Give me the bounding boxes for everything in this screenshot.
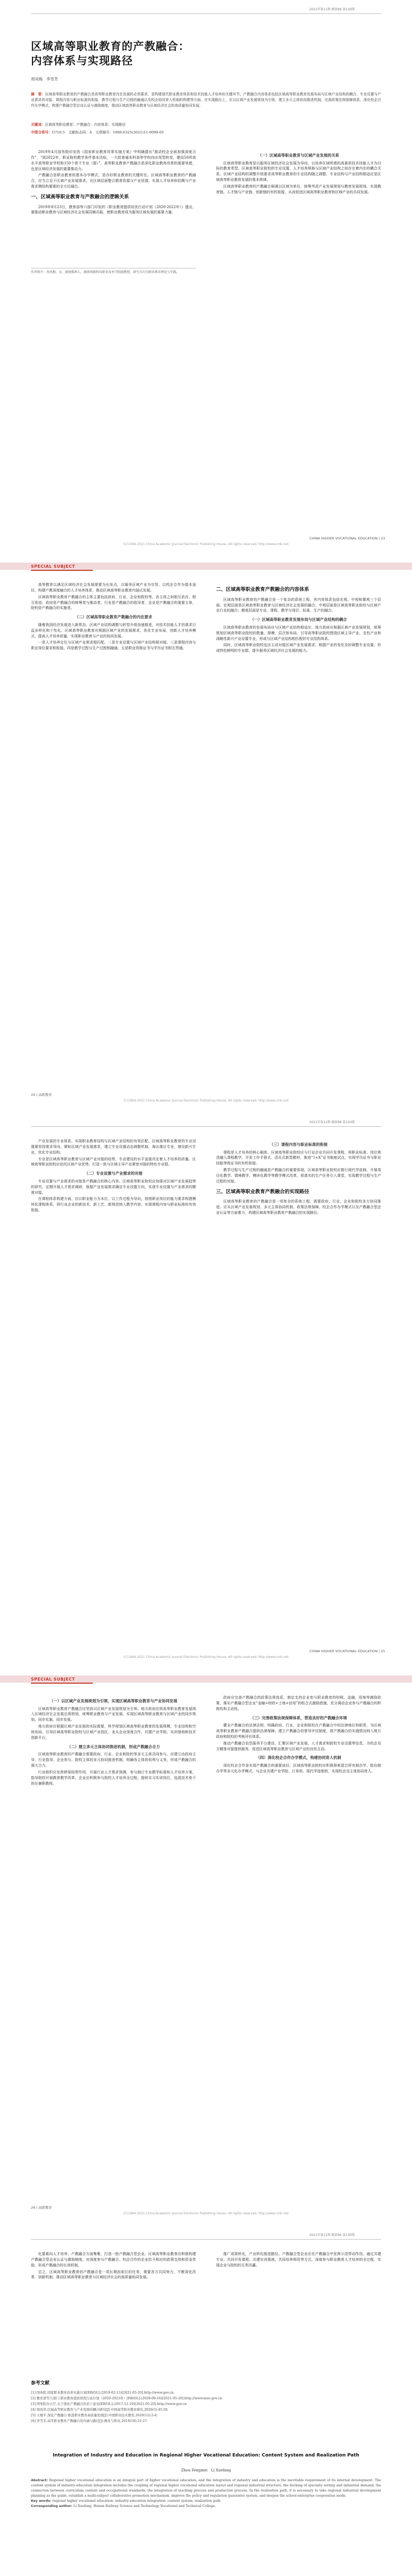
paragraph: 区域高等职业教育是以服务区域经济社会发展为导向，以培养区域所需的高素质技术技能人才为目标的教育类型。区域高等职业院校的专业设置、人才培养规格与区域产业结构之间存在着内在的耦合关系。区域产业结构的调整升级要求高等职业教育的专业结构随之调整，专业结构与产业结构相适应是区域高等职业教育发展的基本规律。	[216, 161, 381, 182]
page-folio: CHINA HIGHER VOCATIONAL EDUCATION | 25	[309, 1649, 385, 1653]
paragraph: 专业是区域高等职业教育与区域产业对接的纽带，专业建设的水平直接决定着人才培养的质量。区域高等职业院校应依托区域产业优势，打造一批与区域主导产业紧密对接的特色专业群。	[31, 1157, 196, 1167]
copyright-notice: (C)1994-2021 China Academic Journal Electronic Publishing House. All rights reserved. http://www.cnki.net	[123, 1655, 289, 1659]
copyright-notice: (C)1994-2021 China Academic Journal Electronic Publishing House. All rights reserved. http://www.cnki.net	[123, 2212, 289, 2215]
english-title: Integration of Industry and Education in Regional Higher Vocational Education: Content System and Realization Path	[53, 2453, 359, 2458]
paragraph: 区域高等职业教育的产教融合是一个复杂的系统工程，其内容体系包括宏观、中观和微观三个层面。宏观层面是区域高等职业教育与区域经济社会发展的融合；中观层面是区域高等职业院校与区域产业行业的融合；微观层面是专业、课程、教学与岗位、标准、生产的融合。	[216, 597, 381, 613]
column-right	[216, 582, 381, 655]
paragraph: 总之，区域高等职业教育的产教融合是一项长期而艰巨的任务，需要各方共同努力，不断深化改革、创新机制，推动区域高等职业教育与区域经济社会的高质量协同发展。	[31, 2269, 196, 2280]
authors: 周凤梅 李雪芳	[31, 77, 58, 81]
running-header: 2021年第11期 總第96 第130期	[309, 8, 355, 11]
reference-item: [2] 教育部等九部门.职业教育提质培优行动计划（2020-2023年）[EB/OL].(2020-09-16)[2021-05-20].http://www.moe.gov.cn.	[31, 2397, 223, 2401]
special-subject-band	[0, 1675, 412, 1683]
reference-item: [6] 李雪芳.高等职业教育产教融合的内涵与路径[J].教育与职业,2019(18):22-27.	[31, 2419, 148, 2424]
section-heading: 二、区域高等职业教育产教融合的内容体系	[216, 587, 309, 592]
english-abstract-body	[31, 2478, 381, 2499]
english-corresponding-text: Li Xuefang, Hunan Railway Science and Technology Vocational and Technical College.	[73, 2504, 216, 2509]
column-left	[31, 149, 196, 216]
paragraph: 推广成果转化，产业转化推进路径。产教融合型企业应在产教融合中发挥示范带动作用，通过共建专业、共同开发课程、共建实训基地、共同培养师资等方式，深度参与职业教育人才培养的全过程，实现企业与院校的互利共赢。	[216, 2252, 381, 2267]
english-keywords	[31, 2499, 381, 2504]
abstract-label: 摘 要：	[31, 92, 45, 96]
subsection-heading: （二）专业设置与产业需求的对接	[84, 1171, 143, 1176]
column-right	[216, 1139, 381, 1217]
subsection-heading: （一）区域高等职业教育与区域产业发展的关系	[258, 153, 339, 158]
section-heading: 一、区域高等职业教育与产教融合的逻辑关系	[31, 194, 129, 200]
column-left	[31, 2251, 196, 2281]
page-4	[0, 1669, 412, 2218]
subsection-heading: （二）区域高等职业教育产教融合的内在要求	[75, 615, 152, 620]
english-abstract-label: Abstract:	[31, 2479, 48, 2482]
column-right	[216, 1695, 381, 1775]
page-1	[0, 0, 412, 549]
column-left	[31, 1139, 196, 1214]
paragraph: 地方政府应根据区域产业发展的实际需要，科学规划区域高等职业教育的发展规模、专业结构和空间布局，引导区域高等职业院校与区域产业园区、龙头企业深度合作，共建产业学院、实训基地和技术创新平台。	[31, 1724, 196, 1740]
clc-text: G718.5 文献标志码：A 文章编号：1008-0325(2021)11-0090-05	[52, 130, 164, 134]
paragraph: 同时，区域高等职业院校也应主动对接区域产业发展需求，根据产业的变化及时调整专业设置，形成特色鲜明的专业群，提升服务区域经济社会发展的能力。	[216, 643, 381, 653]
paragraph: 产教融合是职业教育的基本办学模式，是办好职业教育的关键所在。区域高等职业教育的产教融合，应当立足于区域产业发展需求，在区域层面整合教育资源与产业资源，实现人才培养供给侧与产业需求侧结构要素的全方位融合。	[31, 173, 196, 189]
english-authors: Zhou Fengmei Li Xuefang	[181, 2468, 231, 2472]
subsection-heading: （三）课程内容与职业标准的衔接	[269, 1142, 328, 1147]
article-title	[31, 39, 190, 68]
article-title-line-2: 内容体系与实现路径	[31, 55, 133, 67]
english-keywords-text: regional higher vocational education; industry-education integration; content system; realization path	[52, 2499, 221, 2503]
english-abstract-text: Regional higher vocational education is an integral part of higher vocational education, and the integration of industry and education is the inevitable requirement of its internal development. The content system of industry-education integration includes the coupling of regional higher vocational education layout and regional industrial structure, the docking of specialty setting and industrial demand, the connection between curriculum content and occupational standards, the integration of teaching process and production process. In the realization path, it is necessary to take regional industrial development planning as the guide, establish a multi-subject collaborative promotion mechanism, improve the policy and regulation guarantee system, and deepen the school-enterprise cooperation mode.	[31, 2479, 381, 2498]
special-subject-tag: SPECIAL SUBJECT	[31, 1677, 75, 1682]
paragraph: 区域高等职业教育产教融合应坚持以区域产业发展规划为引领。地方政府应将高等职业教育发展纳入区域经济社会发展总体规划，统筹职业教育与产业发展，实现区域高等职业教育与区域产业的同步规划、同步实施、同步发展。	[31, 1706, 196, 1722]
paragraph: 随着我国经济发展进入新常态，区域产业结构调整与转型升级加速推进，对技术技能人才的需求日益多样化和个性化。区域高等职业教育应根据区域产业的发展需求，优化专业布局，创新人才培养模式，提高人才培养质量，实现职业教育与产业的协同发展。	[31, 622, 196, 638]
reference-item: [1] 国务院.国家职业教育改革实施方案[EB/OL].(2019-02-13)[2021-05-20].http://www.gov.cn.	[31, 2391, 175, 2395]
paragraph: 区域高等职业教育的发展布局应与区域产业结构相适应。地方政府应根据区域产业发展规划，统筹规划区域高等职业院校的数量、规模、层次和布局，引导高等职业院校围绕区域主导产业、支柱产业和战略性新兴产业设置专业，形成与区域产业结构相匹配的专业结构体系。	[216, 625, 381, 641]
section-heading: 三、区域高等职业教育产教融合的实现路径	[216, 1189, 309, 1195]
special-subject-band	[0, 563, 412, 570]
paragraph: 区域高等职业教育产教融合的主体主要包括政府、行业、企业和院校等，各主体之间相互依存、相互促进。政府是产教融合的统筹者与推动者，行业是产教融合的指导者，企业是产教融合的重要主体，院校是产教融合的实施者。	[31, 595, 196, 611]
paragraph: 专业设置与产业需求的对接是产教融合的核心内容。区域高等职业院校应加强对区域产业发展趋势的研究，定期开展人才需求调研，根据产业发展需求确定专业设置方向，实现专业设置与产业需求的精准对接。	[31, 1179, 196, 1195]
running-header: 2021年第11期 總第96 第130期	[309, 1121, 355, 1124]
page-2	[0, 556, 412, 1106]
column-right	[216, 2251, 381, 2269]
article-title-line-1: 区域高等职业教育的产教融合：	[31, 40, 190, 53]
copyright-notice: (C)1994-2021 China Academic Journal Electronic Publishing House. All rights reserved. http://www.cnki.net	[123, 1099, 289, 1103]
subsection-heading: （二）建立多元主体协同推进机制，形成产教融合合力	[67, 1744, 160, 1749]
paragraph: 推动产教融合信息服务平台建设，汇聚区域产业发展、人才需求和院校专业设置等信息，为校企双方精准对接提供服务，促进区域高等职业教育与区域产业的良性互动。	[216, 1741, 381, 1751]
paragraph: 化要素向人才培养、产教融合方面集聚，打造一批产教融合型企业。区域高等职业教育应积极构建产教融合型企业认证与激励制度，对深度参与产教融合、校企合作的企业给予相应的政策支持和资金奖励，形成产教融合的长效机制。	[31, 2252, 196, 2267]
header-rule	[31, 13, 381, 14]
column-right	[216, 149, 381, 196]
references-list	[31, 2391, 381, 2425]
paragraph: 2019年4月国务院印发的《国家职业教育改革实施方案》中明确提出“推动校企全面加强深度合作”，“到2022年，职业院校教学条件基本达标，一大批普通本科高等学校向应用型转变，建设50所高水平高等职业学校和150个骨干专业（群）”。高等职业教育产教融合是深化职业教育改革的重要举措，也是区域经济发展的重要推动力。	[31, 150, 196, 171]
reference-item: [3] 国务院办公厅.关于深化产教融合的若干意见[EB/OL].(2017-12-19)[2021-05-20].http://www.gov.cn.	[31, 2402, 188, 2406]
page-folio: 26 | 高职教育	[31, 2206, 52, 2210]
page-5	[0, 2226, 412, 2576]
reference-item: [5] 王继平.深化产教融合 推进职业教育高质量发展[J].中国职业技术教育,2020(12):5-8.	[31, 2414, 158, 2418]
page-folio: CHINA HIGHER VOCATIONAL EDUCATION | 23	[309, 536, 385, 540]
subsection-heading: （一）以区域产业发展规划为引领，实现区域高等职业教育与产业协同发展	[50, 1699, 177, 1703]
special-subject-tag: SPECIAL SUBJECT	[31, 564, 75, 569]
paragraph: 高等教育以满足区域经济社会发展需要为出发点，以服务区域产业为宗旨，以校企合作为基本途径，构建产教深度融合的人才培养体系，推动区域高等职业教育内涵式发展。	[31, 583, 196, 592]
band-accent-bar	[31, 1683, 93, 1684]
paragraph: 区域高等职业教育的产教融合需要政府、行业、企业和院校等多元主体共同参与。应建立由政府主导、行业指导、企业参与、院校主体的多元协同推进机制，明确各主体的权利与义务，形成产教融合的强大合力。	[31, 1752, 196, 1768]
paragraph: 健全产教融合的法律法规，明确政府、行业、企业和院校在产教融合中的法律地位和职责，为区域高等职业教育产教融合提供法律保障。建立产教融合的督导评估制度，将产教融合的实施情况纳入地方政府和院校的考核评价体系。	[216, 1723, 381, 1739]
paragraph: 在课程体系构建方面，应以职业能力为本位，以工作过程为导向，按照职业岗位的能力要求构建模块化课程体系，将行业企业的新技术、新工艺、新规范纳入教学内容，实现课程内容与职业标准的有效衔接。	[31, 1197, 196, 1213]
paragraph: 区域高等职业教育的产教融合强调以区域为单位，统筹考虑产业发展规划与教育发展规划，实现教育链、人才链与产业链、创新链的有机衔接，从而促进区域高等职业教育和区域产业的共同发展。	[216, 184, 381, 194]
keywords	[31, 122, 381, 128]
copyright-notice: (C)1994-2021 China Academic Journal Electronic Publishing House. All rights reserved. http://www.cnki.net	[123, 543, 289, 546]
references-heading: 参考文献	[31, 2381, 50, 2386]
page-folio: 24 | 高职教育	[31, 1093, 52, 1097]
subsection-heading: （三）完善政策法规保障体系，营造良好的产教融合环境	[250, 1715, 347, 1720]
running-header: 2021年第11期 總第96 第130期	[309, 2233, 355, 2237]
keywords-label: 关键词：	[31, 123, 45, 127]
classification	[31, 130, 381, 135]
abstract	[31, 92, 381, 109]
header-rule	[31, 2239, 381, 2240]
band-accent-bar	[31, 570, 93, 571]
clc-label: 中图分类号：	[31, 130, 52, 134]
english-abstract	[31, 2478, 381, 2509]
subsection-heading: （四）深化校企合作办学模式，构建协同育人机制	[256, 1755, 341, 1760]
column-left	[31, 582, 196, 652]
column-left	[31, 1695, 196, 1787]
paragraph: 深化校企合作是实现产教融合的重要途径。区域高等职业院校应积极探索混合所有制办学、股份制办学等多元化办学模式，与企业共建产业学院、订单班、现代学徒制班，实现校企双主体协同育人。	[216, 1764, 381, 1773]
author-footnote: 作者简介：周凤梅，女，湖南株洲人，湖南铁路科技职业技术学院副教授，研究方向为职业教育理论与实践。	[31, 268, 196, 275]
subsection-heading: （一）区域高等职业教育发展布局与区域产业结构的耦合	[250, 617, 347, 622]
paragraph: 课程是人才培养的核心载体。区域高等职业院校应与行业企业共同开发课程，将职业标准、岗位规范融入课程教学，开发工作手册式、活页式新型教材，推进“1+X”证书制度试点，实现学历证书与职业技能等级证书的有机衔接。	[216, 1150, 381, 1166]
english-corresponding-label: Corresponding author:	[31, 2504, 73, 2509]
paragraph: 区域高等职业教育的产教融合是一项复杂的系统工程，需要政府、行业、企业和院校多方协同推进。应从区域产业发展规划、多元主体协同机制、政策法规保障、校企合作办学模式以及产教融合型企业认证等方面着力，构建区域高等职业教育产教融合的实现路径。	[216, 1199, 381, 1215]
paragraph: 2019年8月23日，教育部等六部门印发的《职业教育提质培优行动计划（2020-2022年）》提出，要推动职业教育与区域经济社会发展同频共振，使职业教育成为服务区域发展的重要力量。	[31, 205, 196, 215]
english-keywords-label: Key words:	[31, 2499, 52, 2503]
abstract-text: 区域高等职业教育的产教融合是高等职业教育内在发展的必然要求，是构建现代职业教育体系和技术技能人才培养的关键环节。产教融合内容体系包括区域高等职业教育发展布局与区域产业结构的耦合、专业设置与产业需求的对接、课程内容与职业标准的衔接、教学过程与生产过程的融通以及校企协同育人机制的构建等方面。在实现路径上，应以区域产业发展规划为引领，建立多元主体协同推进机制，完善政策法规保障体系，深化校企合作办学模式，构建产教融合型企业认证与激励制度，推动区域高等职业教育与区域经济社会的高质量协同发展。	[31, 92, 381, 108]
paragraph: 教学过程与生产过程的融通是产教融合的重要体现。区域高等职业院校应推行现代学徒制，开展项目化教学、情境教学、模块化教学等教学模式改革，将真实的生产任务引入课堂，实现教学过程与生产过程的对接。	[216, 1168, 381, 1183]
paragraph: 产业发展的专业体系，实现职业教育结构与区域产业结构的有效匹配。区域高等职业教育的专业设置要坚持需求导向，紧贴区域产业发展需求，建立专业设置动态调整机制，淘汰落后专业，增设新兴专业，优化专业结构。	[31, 1139, 196, 1155]
header-rule	[31, 1126, 381, 1127]
page-3	[0, 1113, 412, 1662]
keywords-text: 区域高等职业教育；产教融合；内容体系；实现路径	[45, 123, 126, 127]
english-corresponding	[31, 2504, 381, 2509]
reference-item: [4] 周凤华.区域高等职业教育与产业发展的耦合研究[J].中国高等职业教育研究,2020(3):45-50.	[31, 2408, 169, 2412]
paragraph: 一是人才培养定位与区域产业需求相匹配。二是专业设置与区域产业结构相对接。三是课程内容与职业岗位要求相衔接。四是教学过程与生产过程相融通。五是职业资格证书与学历证书相互贯通。	[31, 640, 196, 651]
paragraph: 政府应完善产教融合的政策法规体系，制定支持企业参与职业教育的财税、金融、用地等激励政策，落实产教融合型企业“金融+财政+土地+信用”的组合式激励措施，充分调动企业参与产教融合的积极性和主动性。	[216, 1696, 381, 1711]
paragraph: 行业组织应发挥桥梁纽带作用，开展行业人才需求预测，参与制订专业教学标准和人才培养方案，指导院校开展教育教学改革。企业应积极参与院校人才培养全过程，提供实习实训岗位，选派技术骨干担任兼职教师。	[31, 1770, 196, 1786]
